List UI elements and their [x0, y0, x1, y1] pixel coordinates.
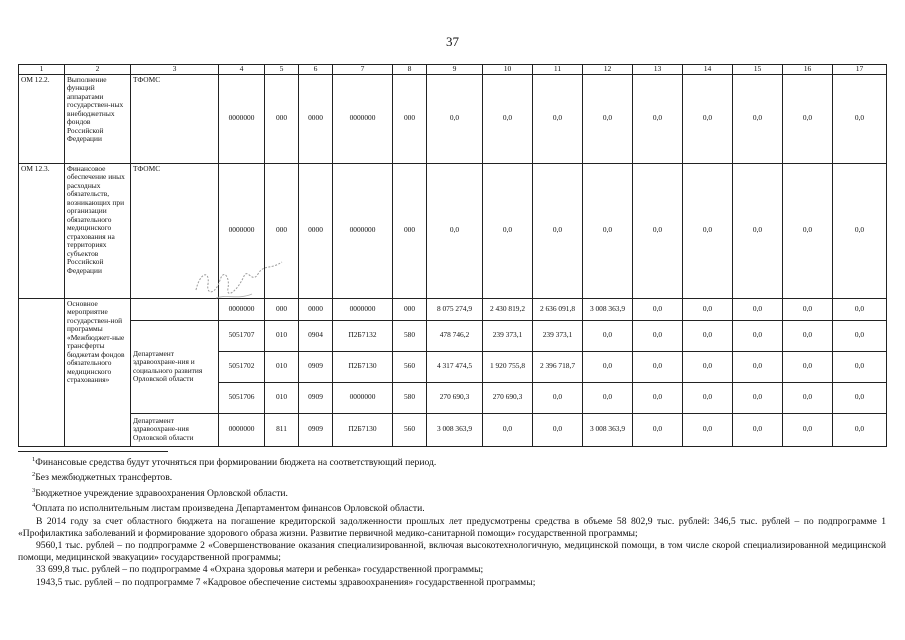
cell: 0,0	[783, 382, 833, 413]
cell: 0,0	[783, 320, 833, 351]
column-header: 13	[633, 65, 683, 75]
cell: 0,0	[633, 413, 683, 446]
cell: 580	[393, 320, 427, 351]
column-header: 4	[219, 65, 265, 75]
cell: 000	[265, 74, 299, 163]
footnote-text: Без межбюджетных трансфертов.	[35, 472, 173, 484]
footnote-mark: 2	[32, 471, 36, 479]
cell: 000	[265, 298, 299, 320]
cell: 0909	[299, 382, 333, 413]
row-executor: ТФОМС	[131, 163, 219, 298]
cell: 000	[393, 298, 427, 320]
cell: 0,0	[533, 413, 583, 446]
cell: 0,0	[583, 351, 633, 382]
cell: 0000000	[219, 413, 265, 446]
column-header: 1	[19, 65, 65, 75]
cell: 0909	[299, 351, 333, 382]
cell: 2 636 091,8	[533, 298, 583, 320]
cell: 000	[265, 163, 299, 298]
cell: 0,0	[833, 382, 887, 413]
column-header: 17	[833, 65, 887, 75]
footnote-text: Оплата по исполнительным листам произведена Департаментом финансов Орловской области.	[35, 503, 425, 515]
cell: 560	[393, 413, 427, 446]
cell: 0,0	[533, 163, 583, 298]
footnote	[18, 469, 886, 484]
table-row	[19, 413, 887, 446]
cell: П2Б7130	[333, 351, 393, 382]
cell: 0,0	[783, 351, 833, 382]
cell: 0,0	[783, 74, 833, 163]
column-header: 11	[533, 65, 583, 75]
footnote-mark: 1	[32, 456, 36, 463]
column-header: 15	[733, 65, 783, 75]
cell: 8 075 274,9	[427, 298, 483, 320]
cell: 000	[393, 74, 427, 163]
cell: 0,0	[633, 298, 683, 320]
cell: 0,0	[783, 163, 833, 298]
cell: 0,0	[733, 74, 783, 163]
column-header: 16	[783, 65, 833, 75]
cell: 0,0	[583, 320, 633, 351]
cell: 0000000	[219, 74, 265, 163]
group-name: Основное мероприятие государствен-ной программы «Межбюджет-ные трансферты бюджетам фондов обязательного медицинского страхования»	[65, 298, 131, 446]
cell: 010	[265, 320, 299, 351]
cell: 560	[393, 351, 427, 382]
cell: 0,0	[683, 74, 733, 163]
cell: П2Б7132	[333, 320, 393, 351]
cell: 0,0	[427, 74, 483, 163]
cell: 0,0	[583, 382, 633, 413]
table-body	[19, 65, 887, 447]
footnote-text: Бюджетное учреждение здравоохранения Орловской области.	[35, 487, 288, 499]
cell: 0,0	[683, 351, 733, 382]
cell: 0,0	[633, 74, 683, 163]
table-row	[19, 320, 887, 351]
cell: 0904	[299, 320, 333, 351]
column-header: 14	[683, 65, 733, 75]
table-row	[19, 74, 887, 163]
cell: 0000000	[333, 74, 393, 163]
group-executor: Департамент здравоохране-ния и социального развития Орловской области	[131, 320, 219, 413]
cell: 1 920 755,8	[483, 351, 533, 382]
cell: 0,0	[833, 320, 887, 351]
column-header: 3	[131, 65, 219, 75]
cell: 0,0	[833, 351, 887, 382]
cell: 0,0	[427, 163, 483, 298]
cell: 2 430 819,2	[483, 298, 533, 320]
cell: 0,0	[733, 163, 783, 298]
cell: 0000	[299, 298, 333, 320]
paragraph-text: В 2014 году за счет областного бюджета на погашение кредиторской задолженности прошлых лет предусмотрены средства в объеме 58 802,9 тыс. рублей: 346,5 тыс. рублей – по подпрограмме 1 «Профилактика заболеваний и формирование здорового образа жизни. Развитие первичной медико-санитарной помощи» государственной программы;	[18, 515, 886, 539]
footnote	[18, 500, 886, 515]
cell: 0,0	[533, 74, 583, 163]
cell: 0,0	[783, 298, 833, 320]
column-header: 2	[65, 65, 131, 75]
row-name: Финансовое обеспечение иных расходных обязательств, возникающих при организации обязательного медицинского страхования на территориях субъектов Российской Федерации	[65, 163, 131, 298]
cell: 0,0	[633, 163, 683, 298]
paragraph	[18, 516, 886, 540]
paragraph-text: 9560,1 тыс. рублей – по подпрограмме 2 «Совершенствование оказания специализированной, включая высокотехнологичную, медицинской помощи, в том числе скорой специализированной медицинской помощи, медицинской эвакуации» государственной программы;	[18, 539, 886, 564]
cell: 3 008 363,9	[427, 413, 483, 446]
cell: 0,0	[783, 413, 833, 446]
footnote-mark: 3	[32, 486, 36, 494]
cell: 0,0	[483, 74, 533, 163]
cell: 0,0	[833, 298, 887, 320]
column-header: 9	[427, 65, 483, 75]
cell: 0000	[299, 74, 333, 163]
cell: 010	[265, 351, 299, 382]
cell: 0,0	[633, 351, 683, 382]
footnote	[18, 485, 886, 500]
footnote-divider	[18, 451, 168, 452]
cell: 0,0	[733, 320, 783, 351]
cell: 0000000	[219, 298, 265, 320]
paragraph	[18, 540, 886, 564]
cell: 0,0	[683, 320, 733, 351]
cell: 580	[393, 382, 427, 413]
cell: 239 373,1	[533, 320, 583, 351]
footnote	[18, 454, 886, 469]
row-code: ОМ 12.3.	[19, 163, 65, 298]
column-header: 7	[333, 65, 393, 75]
cell: 3 008 363,9	[583, 413, 633, 446]
cell: 0000000	[333, 298, 393, 320]
cell: 0,0	[733, 351, 783, 382]
cell: 0,0	[833, 74, 887, 163]
row-name: Выполнение функций аппаратами государствен-ных внебюджетных фондов Российской Федерации	[65, 74, 131, 163]
column-header: 12	[583, 65, 633, 75]
row-code: ОМ 12.2.	[19, 74, 65, 163]
page-number: 37	[446, 34, 459, 49]
column-header: 5	[265, 65, 299, 75]
cell: 0,0	[683, 298, 733, 320]
table-row	[19, 163, 887, 298]
cell: 0,0	[483, 163, 533, 298]
column-header: 6	[299, 65, 333, 75]
cell: 2 396 718,7	[533, 351, 583, 382]
paragraph	[18, 577, 886, 589]
cell: 0,0	[533, 382, 583, 413]
table-row	[19, 298, 887, 320]
cell: 0,0	[583, 163, 633, 298]
cell: 0,0	[733, 413, 783, 446]
column-header: 8	[393, 65, 427, 75]
cell: 3 008 363,9	[583, 298, 633, 320]
cell: 270 690,3	[483, 382, 533, 413]
cell: 000	[393, 163, 427, 298]
group-code	[19, 298, 65, 446]
cell: 010	[265, 382, 299, 413]
cell: 0000	[299, 163, 333, 298]
cell: 0,0	[733, 382, 783, 413]
cell: 811	[265, 413, 299, 446]
group-executor: Департамент здравоохране-ния Орловской области	[131, 413, 219, 446]
notes-section	[18, 451, 886, 589]
cell: 0000000	[219, 163, 265, 298]
cell: 0,0	[633, 320, 683, 351]
cell: 0000000	[333, 382, 393, 413]
cell: 0000000	[333, 163, 393, 298]
row-executor: ТФОМС	[131, 74, 219, 163]
footnote-text: Финансовые средства будут уточняться при формировании бюджета на соответствующий период.	[35, 457, 437, 469]
paragraph-text: 33 699,8 тыс. рублей – по подпрограмме 4 «Охрана здоровья матери и ребенка» государственной программы;	[36, 564, 484, 576]
cell: 0,0	[833, 413, 887, 446]
column-header: 10	[483, 65, 533, 75]
cell: 0,0	[833, 163, 887, 298]
paragraph-text: 1943,5 тыс. рублей – по подпрограмме 7 «Кадровое обеспечение системы здравоохранения» государственной программы;	[36, 576, 536, 588]
cell: 5051707	[219, 320, 265, 351]
cell: 5051702	[219, 351, 265, 382]
cell: 0,0	[683, 382, 733, 413]
cell: 478 746,2	[427, 320, 483, 351]
cell: 0,0	[683, 163, 733, 298]
cell: 0,0	[633, 382, 683, 413]
cell: 4 317 474,5	[427, 351, 483, 382]
budget-table	[18, 64, 887, 447]
cell: 239 373,1	[483, 320, 533, 351]
cell: П2Б7130	[333, 413, 393, 446]
cell: 0,0	[583, 74, 633, 163]
cell: 270 690,3	[427, 382, 483, 413]
paragraph	[18, 564, 886, 576]
footnote-mark: 4	[32, 502, 36, 510]
cell: 0909	[299, 413, 333, 446]
header-row	[19, 65, 887, 75]
cell: 0,0	[483, 413, 533, 446]
cell: 0,0	[683, 413, 733, 446]
group-executor-empty	[131, 298, 219, 320]
cell: 5051706	[219, 382, 265, 413]
cell: 0,0	[733, 298, 783, 320]
